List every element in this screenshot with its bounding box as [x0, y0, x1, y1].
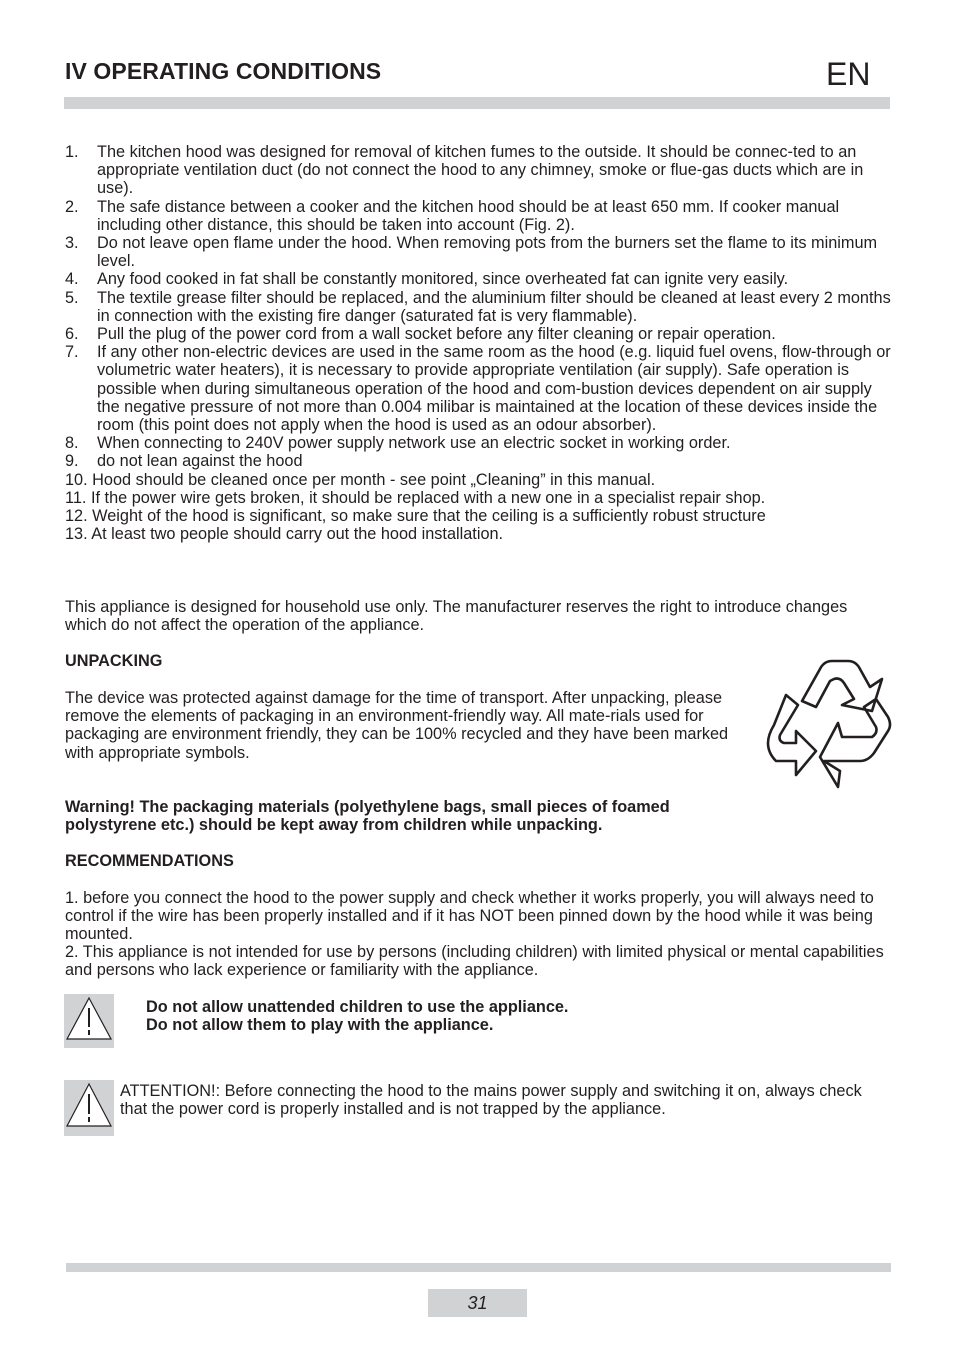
- household-note: This appliance is designed for household use only. The manufacturer reserves the right to introduce changes which do not affect the operation of the appliance.: [65, 598, 848, 635]
- recommendation-2: 2. This appliance is not intended for use by persons (including children) with limited physical or mental capabilities and persons who lack experience or familiarity with the appliance.: [65, 943, 884, 980]
- page-title: IV OPERATING CONDITIONS: [65, 58, 382, 84]
- header-rule: [64, 97, 890, 109]
- list-text: The safe distance between a cooker and the kitchen hood should be at least 650 mm. If cooker manual including other distance, this should be taken into account (Fig. 2).: [97, 197, 840, 234]
- list-text: Pull the plug of the power cord from a wall socket before any filter cleaning or repair operation.: [97, 325, 776, 344]
- list-item: [65, 234, 893, 270]
- list-number: 3.: [65, 234, 79, 253]
- list-number: 11.: [65, 488, 87, 507]
- recycle-icon: [764, 657, 892, 791]
- operating-conditions-list: [65, 143, 893, 543]
- list-number: 2.: [65, 197, 79, 216]
- list-text: Hood should be cleaned once per month - see point „Cleaning” in this manual.: [92, 470, 656, 489]
- warning-triangle-icon: [64, 1080, 114, 1136]
- power-cord-attention: ATTENTION!: Before connecting the hood to the mains power supply and switching it on, always check that the power cord is properly installed and is not trapped by the appliance.: [120, 1082, 862, 1119]
- list-number: 10.: [65, 470, 88, 489]
- list-number: 9.: [65, 452, 79, 471]
- list-text: Any food cooked in fat shall be constantly monitored, since overheated fat can ignite very easily.: [97, 270, 789, 289]
- list-number: 7.: [65, 343, 79, 362]
- recommendation-1: 1. before you connect the hood to the power supply and check whether it works properly, you will always need to control if the wire has been properly installed and if it has NOT been pinned down by the hood while it was being mounted.: [65, 889, 874, 944]
- list-number: 12.: [65, 507, 88, 526]
- caution-line-2: Do not allow them to play with the appliance.: [146, 1016, 494, 1035]
- list-item: [65, 507, 893, 525]
- list-number: 8.: [65, 434, 79, 453]
- list-number: 4.: [65, 270, 79, 289]
- language-code: EN: [826, 56, 871, 92]
- recommendations-heading: RECOMMENDATIONS: [65, 852, 234, 870]
- list-text: The textile grease filter should be replaced, and the aluminium filter should be cleaned at least every 2 months in connection with the existing fire danger (saturated fat is very flammable).: [97, 288, 891, 325]
- list-item: [65, 471, 893, 489]
- list-number: 6.: [65, 325, 79, 344]
- list-text: Weight of the hood is significant, so make sure that the ceiling is a sufficiently robust structure: [92, 507, 766, 526]
- list-item: [65, 270, 893, 288]
- caution-line-1: Do not allow unattended children to use the appliance.: [146, 998, 569, 1016]
- list-text: The kitchen hood was designed for removal of kitchen fumes to the outside. It should be connec-ted to an appropriate ventilation duct (do not connect the hood to any chimney, smoke or flue-gas ducts which are in use).: [97, 143, 864, 198]
- warning-box: [64, 1080, 114, 1136]
- unpacking-heading: UNPACKING: [65, 652, 163, 670]
- footer-rule: [66, 1263, 891, 1272]
- list-text: When connecting to 240V power supply network use an electric socket in working order.: [97, 434, 731, 453]
- list-text: At least two people should carry out the hood installation.: [91, 525, 504, 544]
- children-caution: [146, 998, 846, 1034]
- list-item: [65, 452, 893, 470]
- list-text: Do not leave open flame under the hood. When removing pots from the burners set the flame to its minimum level.: [97, 234, 878, 271]
- unpacking-body: The device was protected against damage for the time of transport. After unpacking, please remove the elements of packaging in an environment-friendly way. All mate-rials used for packaging are environment friendly, they can be 100% recycled and they have been marked with appropriate symbols.: [65, 689, 729, 762]
- list-number: 5.: [65, 288, 79, 307]
- list-text: do not lean against the hood: [97, 452, 303, 471]
- list-number: 13.: [65, 525, 88, 544]
- list-item: [65, 489, 893, 507]
- packaging-warning: Warning! The packaging materials (polyethylene bags, small pieces of foamed polystyrene etc.) should be kept away from children while unpacking.: [65, 798, 670, 835]
- list-text: If the power wire gets broken, it should be replaced with a new one in a specialist repair shop.: [90, 488, 766, 507]
- warning-box: [64, 994, 114, 1048]
- list-item: [65, 434, 893, 452]
- list-item: [65, 325, 893, 343]
- page-number: 31: [428, 1289, 527, 1317]
- list-text: If any other non-electric devices are used in the same room as the hood (e.g. liquid fuel ovens, flow-through or volumetric water heaters), it is necessary to provide appropriate ventilation (air supply). Safe operation is possible when during simultaneous operation of the hood and com-bustion devices dependent on air supply the negative pressure of not more than 0.004 milibar is maintained at the location of these devices inside the room (this point does not apply when the hood is used as an odour absorber).: [97, 343, 891, 435]
- list-item: [65, 198, 893, 234]
- list-item: [65, 289, 893, 325]
- list-item: [65, 143, 893, 198]
- list-item: [65, 343, 893, 434]
- list-number: 1.: [65, 143, 79, 161]
- list-item: [65, 525, 893, 543]
- warning-triangle-icon: [64, 994, 114, 1048]
